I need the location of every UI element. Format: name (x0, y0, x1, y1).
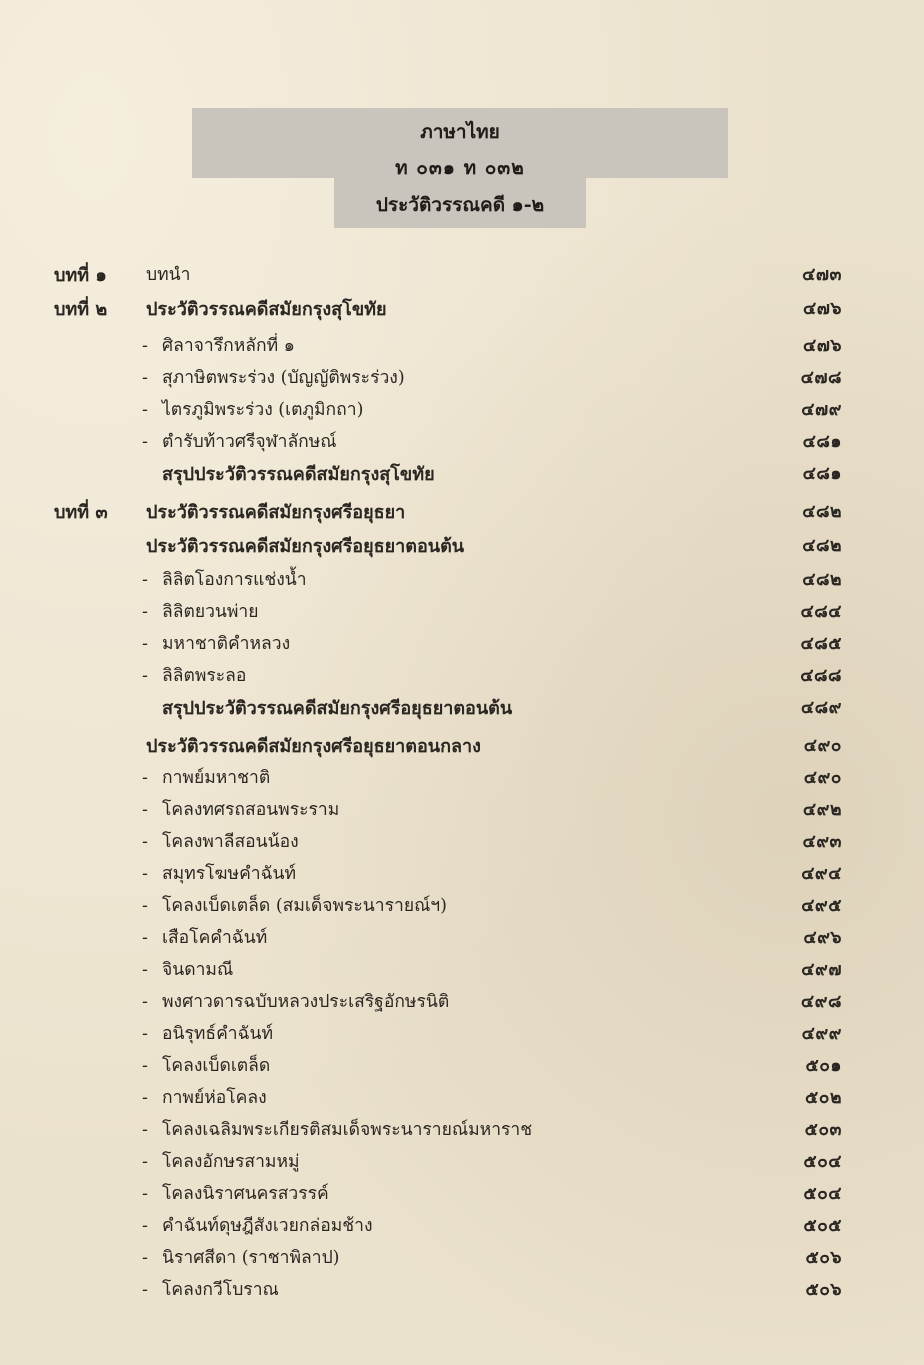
toc-entry (142, 661, 246, 689)
entry-title: ประวัติวรรณคดีสมัยกรุงศรีอยุธยาตอนต้น (146, 536, 465, 557)
toc-row (0, 795, 924, 825)
entry-title: ประวัติวรรณคดีสมัยกรุงศรีอยุธยาตอนกลาง (146, 736, 481, 757)
bullet-dash: - (142, 1152, 148, 1172)
toc-row (0, 859, 924, 889)
toc-entry (142, 763, 270, 791)
toc-entry (142, 1083, 267, 1111)
page-number: ๔๘๒ (802, 536, 842, 556)
page-number: ๔๗๙ (801, 400, 842, 420)
page-number: ๔๙๕ (801, 896, 842, 916)
page-number: ๔๘๕ (800, 634, 842, 654)
entry-title: โคลงพาลีสอนน้อง (162, 832, 299, 852)
subject-title: ภาษาไทย (420, 121, 500, 143)
bullet-dash: - (142, 1248, 148, 1268)
entry-title: ศิลาจารึกหลักที่ ๑ (162, 336, 295, 356)
bullet-dash: - (142, 928, 148, 948)
page-number: ๔๙๘ (800, 992, 842, 1012)
toc-entry (146, 731, 481, 760)
toc-row (0, 1275, 924, 1305)
toc-entry (146, 497, 405, 526)
toc-entry (142, 565, 307, 593)
bullet-dash: - (142, 570, 148, 590)
bullet-dash: - (142, 1056, 148, 1076)
bullet-dash: - (142, 832, 148, 852)
toc-row (0, 629, 924, 659)
toc-row (0, 294, 924, 324)
toc-row (0, 1115, 924, 1145)
toc-entry (146, 260, 190, 288)
toc-entry (142, 1275, 279, 1303)
toc-entry (142, 1019, 273, 1047)
toc-row (0, 531, 924, 561)
bullet-dash: - (142, 992, 148, 1012)
toc-entry (142, 629, 290, 657)
toc-entry (142, 955, 233, 983)
toc-entry (142, 427, 337, 455)
entry-title: ตำรับท้าวศรีจุฬาลักษณ์ (162, 432, 337, 452)
page-number: ๔๗๘ (800, 368, 842, 388)
toc-entry (142, 827, 299, 855)
chapter-label: บทที่ ๒ (54, 299, 108, 320)
bullet-dash: - (142, 1184, 148, 1204)
page-number: ๔๘๑ (802, 464, 842, 484)
page-number: ๔๗๓ (802, 265, 842, 285)
toc-row (0, 731, 924, 761)
toc-entry (142, 363, 405, 391)
toc-row (0, 597, 924, 627)
page-number: ๔๙๖ (803, 928, 842, 948)
toc-row (0, 395, 924, 425)
toc-row (0, 661, 924, 691)
bullet-dash: - (142, 1088, 148, 1108)
page-number: ๔๙๗ (801, 960, 842, 980)
toc-row (0, 427, 924, 457)
page-number: ๕๐๕ (803, 1216, 842, 1236)
toc-row (0, 923, 924, 953)
toc-row (0, 363, 924, 393)
entry-title: เสือโคคำฉันท์ (162, 928, 268, 948)
page-number: ๔๗๖ (802, 299, 842, 319)
toc-row (0, 1019, 924, 1049)
entry-title: กาพย์มหาชาติ (162, 768, 271, 788)
course-codes: ท ๐๓๑ ท ๐๓๒ (395, 157, 525, 179)
entry-title: โคลงทศรถสอนพระราม (162, 800, 340, 820)
toc-row (0, 1147, 924, 1177)
bullet-dash: - (142, 400, 148, 420)
entry-title: โคลงเบ็ดเตล็ด (162, 1056, 271, 1076)
bullet-dash: - (142, 896, 148, 916)
page-number: ๕๐๖ (805, 1280, 842, 1300)
page-number: ๔๙๙ (801, 1024, 842, 1044)
bullet-dash: - (142, 432, 148, 452)
entry-title: นิราศสีดา (ราชาพิลาป) (162, 1248, 340, 1268)
page-number: ๕๐๒ (805, 1088, 842, 1108)
toc-row (0, 565, 924, 595)
toc-row (0, 763, 924, 793)
entry-title: สมุทรโฆษคำฉันท์ (162, 864, 297, 884)
page-number: ๔๙๒ (802, 800, 842, 820)
toc-entry (162, 693, 512, 722)
entry-title: อนิรุทธ์คำฉันท์ (162, 1024, 274, 1044)
page-number: ๕๐๓ (804, 1120, 842, 1140)
toc-entry (142, 1211, 373, 1239)
entry-title: สุภาษิตพระร่วง (บัญญัติพระร่วง) (162, 368, 405, 388)
page-number: ๔๘๔ (800, 602, 842, 622)
page-number: ๕๐๑ (805, 1056, 842, 1076)
toc-row (0, 331, 924, 361)
bullet-dash: - (142, 864, 148, 884)
page-number: ๔๙๐ (803, 736, 842, 756)
bullet-dash: - (142, 1024, 148, 1044)
toc-row (0, 260, 924, 290)
page-number: ๕๐๔ (803, 1152, 842, 1172)
entry-title: โคลงเบ็ดเตล็ด (สมเด็จพระนารายณ์ฯ) (162, 896, 447, 916)
entry-title: สรุปประวัติวรรณคดีสมัยกรุงศรีอยุธยาตอนต้น (162, 698, 513, 719)
toc-row (0, 955, 924, 985)
page-number: ๔๘๒ (802, 502, 842, 522)
toc-entry (162, 459, 435, 488)
bullet-dash: - (142, 368, 148, 388)
entry-title: กาพย์ห่อโคลง (162, 1088, 267, 1108)
toc-row (0, 1243, 924, 1273)
toc-entry (146, 531, 464, 560)
entry-title: ลิลิตยวนพ่าย (162, 602, 259, 622)
page-number: ๔๘๙ (800, 698, 842, 718)
toc-entry (142, 1051, 270, 1079)
entry-title: ประวัติวรรณคดีสมัยกรุงสุโขทัย (146, 299, 387, 320)
entry-title: โคลงเฉลิมพระเกียรติสมเด็จพระนารายณ์มหาราช (162, 1120, 533, 1140)
toc-entry (142, 1179, 329, 1207)
toc-entry (142, 987, 449, 1015)
entry-title: โคลงนิราศนครสวรรค์ (162, 1184, 329, 1204)
bullet-dash: - (142, 634, 148, 654)
page-number: ๔๘๒ (802, 570, 842, 590)
bullet-dash: - (142, 960, 148, 980)
entry-title: คำฉันท์ดุษฎีสังเวยกล่อมช้าง (162, 1216, 373, 1236)
entry-title: สรุปประวัติวรรณคดีสมัยกรุงสุโขทัย (162, 464, 435, 485)
toc-row (0, 497, 924, 527)
toc-entry (146, 294, 387, 323)
toc-row (0, 891, 924, 921)
bullet-dash: - (142, 800, 148, 820)
entry-title: โคลงอักษรสามหมู่ (162, 1152, 300, 1172)
toc-entry (142, 331, 295, 359)
page-number: ๔๙๐ (803, 768, 842, 788)
bullet-dash: - (142, 666, 148, 686)
entry-title: บทนำ (146, 265, 191, 285)
toc-row (0, 1211, 924, 1241)
toc-row (0, 1083, 924, 1113)
course-title: ประวัติวรรณคดี ๑-๒ (375, 194, 545, 216)
page-number: ๕๐๔ (803, 1184, 842, 1204)
entry-title: ลิลิตโองการแช่งน้ำ (162, 570, 307, 590)
entry-title: จินดามณี (162, 960, 234, 980)
toc-entry (142, 923, 267, 951)
bullet-dash: - (142, 336, 148, 356)
toc-entry (142, 1147, 300, 1175)
chapter-label: บทที่ ๑ (54, 265, 107, 286)
toc-entry (142, 795, 339, 823)
toc-entry (142, 891, 447, 919)
page-number: ๕๐๖ (805, 1248, 842, 1268)
bullet-dash: - (142, 602, 148, 622)
entry-title: พงศาวดารฉบับหลวงประเสริฐอักษรนิติ (162, 992, 450, 1012)
page-number: ๔๙๔ (801, 864, 842, 884)
bullet-dash: - (142, 1120, 148, 1140)
entry-title: มหาชาติคำหลวง (162, 634, 291, 654)
bullet-dash: - (142, 1216, 148, 1236)
toc-entry (142, 859, 296, 887)
toc-row (0, 1179, 924, 1209)
bullet-dash: - (142, 768, 148, 788)
toc-row (0, 1051, 924, 1081)
bullet-dash: - (142, 1280, 148, 1300)
entry-title: ประวัติวรรณคดีสมัยกรุงศรีอยุธยา (146, 502, 406, 523)
entry-title: ไตรภูมิพระร่วง (เตภูมิกถา) (162, 400, 364, 420)
page-number: ๔๘๑ (802, 432, 842, 452)
toc-row (0, 693, 924, 723)
toc-entry (142, 1115, 532, 1143)
toc-entry (142, 597, 258, 625)
toc-row (0, 459, 924, 489)
toc-row (0, 987, 924, 1017)
page-number: ๔๙๓ (802, 832, 842, 852)
entry-title: ลิลิตพระลอ (162, 666, 247, 686)
page-number: ๔๗๖ (802, 336, 842, 356)
entry-title: โคลงกวีโบราณ (162, 1280, 279, 1300)
chapter-label: บทที่ ๓ (54, 502, 108, 523)
toc-entry (142, 1243, 340, 1271)
toc-row (0, 827, 924, 857)
page-number: ๔๘๘ (800, 666, 842, 686)
toc-entry (142, 395, 363, 423)
